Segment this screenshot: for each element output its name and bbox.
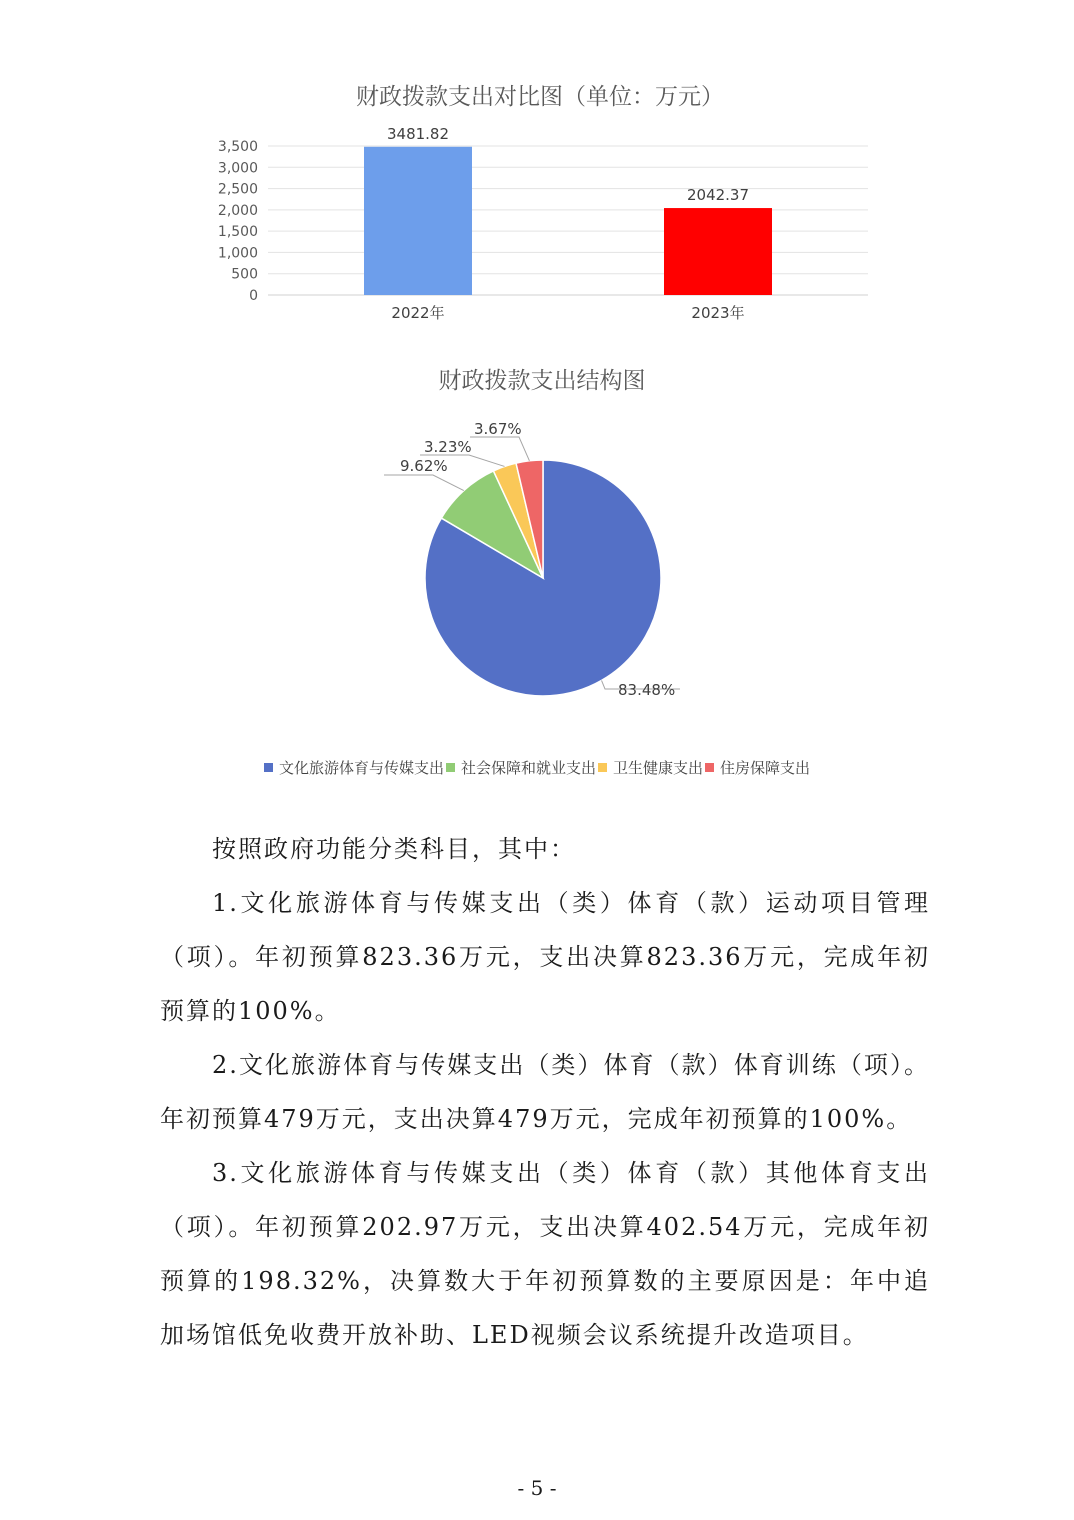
legend-label: 卫生健康支出 xyxy=(613,759,704,777)
item-paragraph: 1.文化旅游体育与传媒支出（类）体育（款）运动项目管理（项）。年初预算823.36万元，支出决算823.36万元，完成年初预算的100%。 xyxy=(160,889,930,1025)
pie-leader-line xyxy=(384,475,464,491)
legend-item xyxy=(446,757,596,778)
pie-value-label: 3.67% xyxy=(474,420,522,438)
y-tick-label: 3,000 xyxy=(217,160,258,177)
legend-swatch xyxy=(446,763,455,772)
legend-item xyxy=(598,757,703,778)
bar-chart xyxy=(0,60,1074,335)
legend-item xyxy=(705,757,810,778)
bar-chart-bars xyxy=(364,125,772,322)
x-tick-label: 2022年 xyxy=(391,304,445,322)
item-paragraph: 3.文化旅游体育与传媒支出（类）体育（款）其他体育支出（项）。年初预算202.97万元，支出决算402.54万元，完成年初预算的198.32%，决算数大于年初预算数的主要原因是：年中追加场馆低免收费开放补助、LED视频会议系统提升改造项目。 xyxy=(160,1159,930,1349)
x-tick-label: 2023年 xyxy=(691,304,745,322)
legend-swatch xyxy=(264,763,273,772)
y-tick-label: 2,500 xyxy=(217,181,258,198)
bar-chart-gridlines xyxy=(268,146,868,295)
y-tick-label: 1,500 xyxy=(217,224,258,241)
item-paragraph: 2.文化旅游体育与传媒支出（类）体育（款）体育训练（项）。年初预算479万元，支出决算479万元，完成年初预算的100%。 xyxy=(160,1051,930,1133)
bar-chart-y-axis xyxy=(218,139,258,304)
y-tick-label: 2,000 xyxy=(217,202,258,219)
bar-value-label: 2042.37 xyxy=(686,186,750,205)
bar-chart-title: 财政拨款支出对比图（单位：万元） xyxy=(356,84,724,110)
legend-swatch xyxy=(705,763,714,772)
pie-value-label: 9.62% xyxy=(400,457,448,475)
bar xyxy=(364,147,472,295)
y-tick-label: 1,000 xyxy=(217,245,258,262)
y-tick-label: 500 xyxy=(231,266,258,283)
pie-leader-line xyxy=(470,437,529,461)
bar xyxy=(664,208,772,295)
body-text xyxy=(160,822,930,1362)
pie-chart-slices xyxy=(425,460,661,696)
pie-chart-legend xyxy=(0,757,1074,778)
intro-paragraph: 按照政府功能分类科目，其中： xyxy=(212,835,576,863)
legend-label: 住房保障支出 xyxy=(720,759,811,777)
pie-value-label: 3.23% xyxy=(424,438,472,456)
y-tick-label: 0 xyxy=(249,288,258,304)
pie-chart-title: 财政拨款支出结构图 xyxy=(438,368,646,394)
bar-value-label: 3481.82 xyxy=(386,124,450,143)
legend-item xyxy=(264,757,444,778)
legend-swatch xyxy=(598,763,607,772)
pie-value-label: 83.48% xyxy=(618,681,676,699)
y-tick-label: 3,500 xyxy=(217,139,258,155)
page-number: - 5 - xyxy=(517,1476,557,1500)
legend-label: 文化旅游体育与传媒支出 xyxy=(278,759,444,777)
pie-chart xyxy=(0,355,1074,745)
legend-label: 社会保障和就业支出 xyxy=(460,759,596,777)
